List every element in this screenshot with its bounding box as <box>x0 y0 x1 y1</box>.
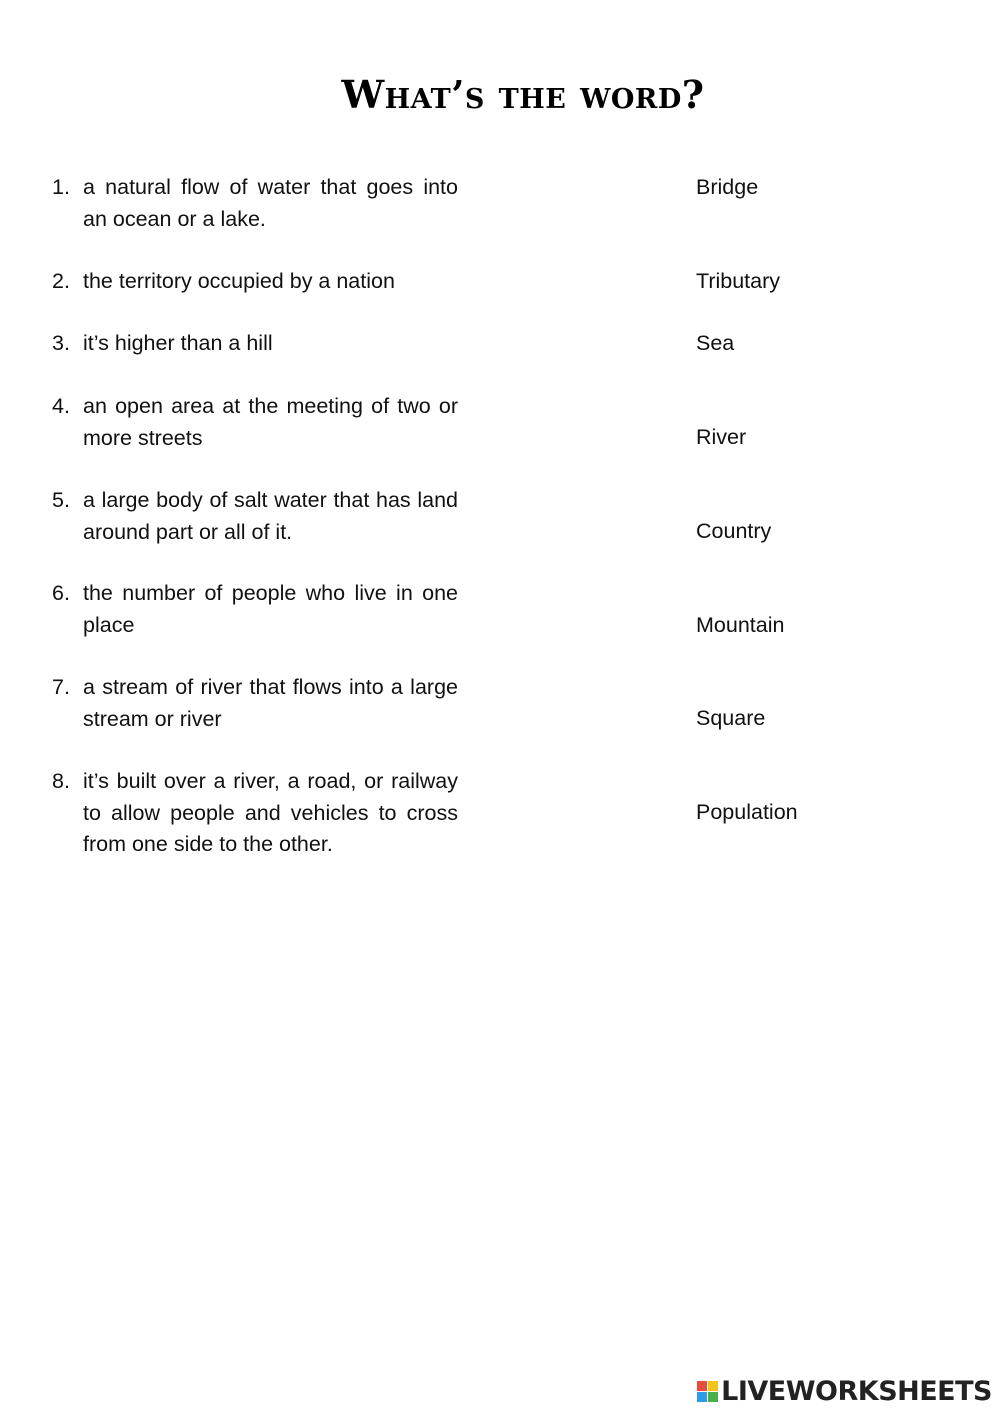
logo-square <box>708 1392 718 1402</box>
question-item <box>52 328 458 360</box>
question-number: 5. <box>52 488 70 512</box>
answer-word: Bridge <box>696 175 759 199</box>
question-number: 2. <box>52 269 70 293</box>
page-title: What’s the word? <box>341 72 705 117</box>
question-number: 7. <box>52 675 70 699</box>
logo-square <box>697 1392 707 1402</box>
liveworksheets-brand-text: LIVEWORKSHEETS <box>721 1376 992 1407</box>
answer-word: Tributary <box>696 269 781 293</box>
answer-word: Population <box>696 800 798 824</box>
question-item <box>52 672 458 735</box>
question-text: a natural flow of water that goes into an ocean or a lake. <box>83 175 458 231</box>
answer-word: Sea <box>696 331 735 355</box>
question-item <box>52 578 458 641</box>
answer-word: Square <box>696 706 766 730</box>
answer-word: Country <box>696 519 772 543</box>
question-item <box>52 766 458 861</box>
question-item <box>52 485 458 548</box>
question-number: 6. <box>52 581 70 605</box>
question-number: 1. <box>52 175 70 199</box>
question-text: the territory occupied by a nation <box>83 269 395 293</box>
question-text: an open area at the meeting of two or more streets <box>83 394 458 450</box>
answer-word: River <box>696 425 747 449</box>
liveworksheets-logo <box>697 1376 992 1407</box>
question-text: the number of people who live in one place <box>83 581 458 637</box>
question-number: 3. <box>52 331 70 355</box>
question-text: a stream of river that flows into a large stream or river <box>83 675 458 731</box>
question-item <box>52 266 458 298</box>
question-text: it’s built over a river, a road, or railway to allow people and vehicles to cross from one side to the other. <box>83 769 458 856</box>
question-item <box>52 172 458 235</box>
question-number: 8. <box>52 769 70 793</box>
question-text: a large body of salt water that has land around part or all of it. <box>83 488 458 544</box>
question-text: it’s higher than a hill <box>83 331 273 355</box>
answer-word: Mountain <box>696 613 785 637</box>
question-item <box>52 391 458 454</box>
liveworksheets-logo-icon <box>697 1381 718 1402</box>
logo-square <box>708 1381 718 1391</box>
question-number: 4. <box>52 394 70 418</box>
logo-square <box>697 1381 707 1391</box>
